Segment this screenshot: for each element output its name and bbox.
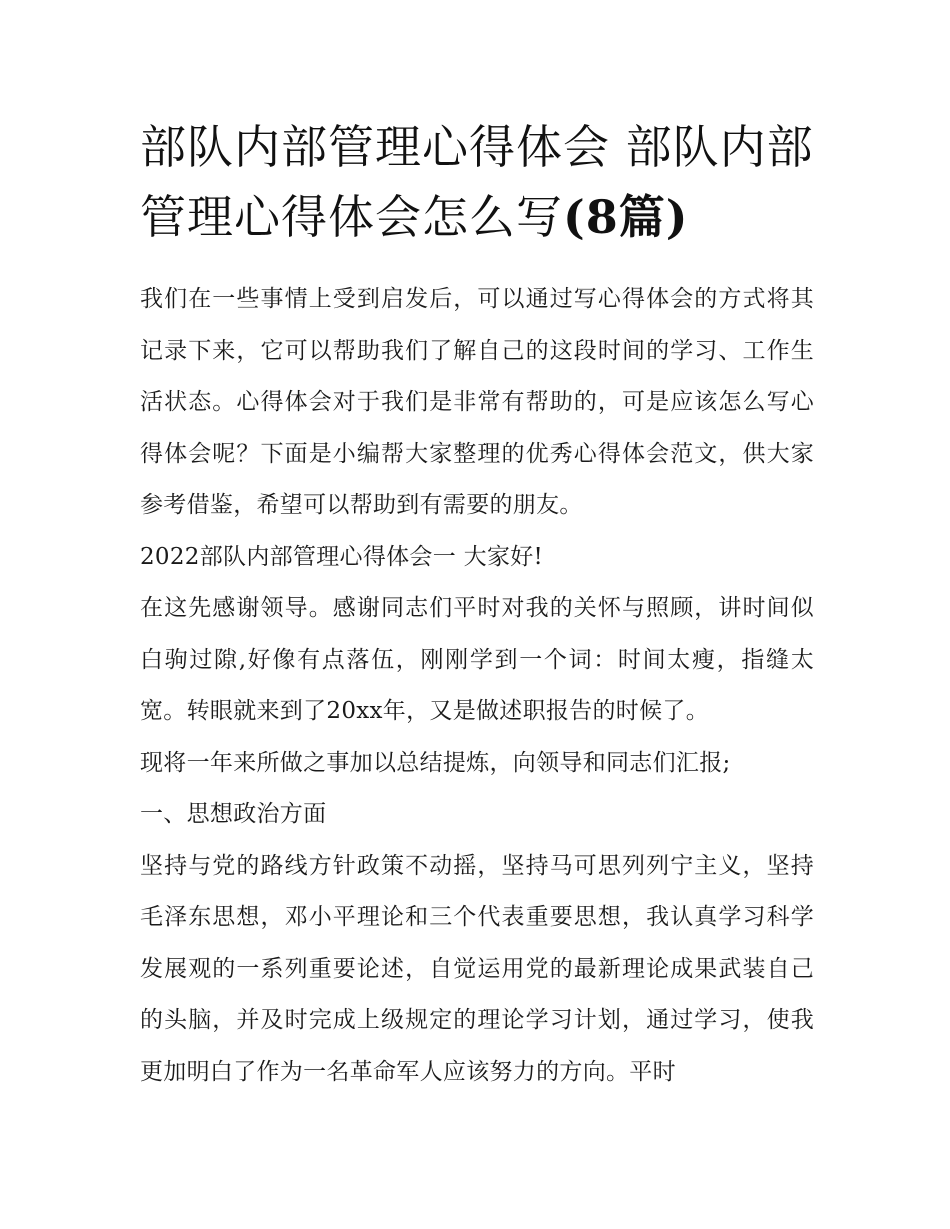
document-title: 部队内部管理心得体会 部队内部管理心得体会怎么写(8篇) xyxy=(140,120,814,244)
body-paragraph: 在这先感谢领导。感谢同志们平时对我的关怀与照顾，讲时间似白驹过隙,好像有点落伍，刚刚学到一个词：时间太瘦，指缝太宽。转眼就来到了20xx年，又是做述职报告的时候了。 xyxy=(140,595,814,724)
section-heading: 2022部队内部管理心得体会一 大家好! xyxy=(140,543,544,570)
intro-paragraph: 我们在一些事情上受到启发后，可以通过写心得体会的方式将其记录下来，它可以帮助我们了解自己的这段时间的学习、工作生活状态。心得体会对于我们是非常有帮助的，可是应该怎么写心得体会呢？下面是小编帮大家整理的优秀心得体会范文，供大家参考借鉴，希望可以帮助到有需要的朋友。 xyxy=(140,286,814,518)
subsection-heading: 一、思想政治方面 xyxy=(140,801,327,827)
document-page xyxy=(140,112,814,1098)
body-paragraph: 现将一年来所做之事加以总结提炼，向领导和同志们汇报; xyxy=(140,749,731,776)
title-count: (8篇) xyxy=(563,190,689,244)
document-body xyxy=(140,274,814,1098)
body-paragraph: 坚持与党的路线方针政策不动摇，坚持马可思列列宁主义，坚持毛泽东思想，邓小平理论和三个代表重要思想，我认真学习科学发展观的一系列重要论述，自觉运用党的最新理论成果武装自己的头脑，并及时完成上级规定的理论学习计划，通过学习，使我更加明白了作为一名革命军人应该努力的方向。平时 xyxy=(140,852,814,1085)
